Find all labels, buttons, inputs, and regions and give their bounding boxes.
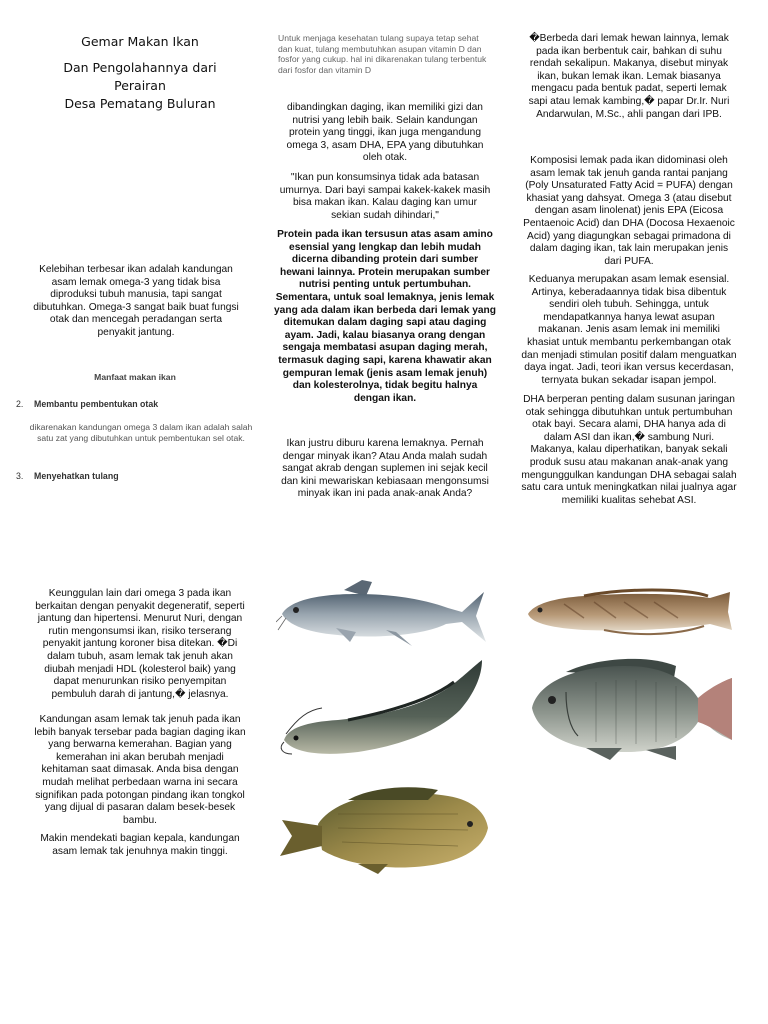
bottom-paragraph-3: Makin mendekati bagian kepala, kandungan asam lemak tak jenuhnya makin tinggi. — [40, 833, 240, 857]
snakehead-fish-icon — [524, 584, 734, 640]
gourami-fish-icon — [278, 784, 490, 876]
brochure-title — [40, 33, 240, 113]
col2-quote: "Ikan pun konsumsinya tidak ada batasan umurnya. Dari bayi sampai kakek-kakek masih bisa makan ikan. Kalau daging kan umur sekian sudah dihindari," — [279, 172, 491, 221]
item-number: 3. — [16, 471, 24, 481]
tilapia-fish-icon — [526, 652, 736, 762]
benefit-item-3 — [16, 471, 256, 481]
bone-health-note: Untuk menjaga kesehatan tulang supaya tetap sehat dan kuat, tulang membutuhkan asupan vitamin D dan fosfor yang cukup. hal ini dikarenakan tulang terbentuk dari fosfor dan vitamin D — [278, 33, 487, 75]
col2-protein-paragraph: Protein pada ikan tersusun atas asam amino esensial yang lengkap dan lebih mudah dicerna dibanding protein dari sumber hewani lainnya. Protein merupakan sumber nutrisi penting untuk pertumbuhan. Sementara, untuk soal lemaknya, jenis lemak yang ada dalam ikan berbeda dari lemak yang ditemukan dalam daging sapi atau daging ayam. Jadi, kalau biasanya orang dengan sengaja membatasi asupan daging merah, termasuk daging sapi, karena khawatir akan gempuran lemak (jenis asam lemak jenuh) dan kolesterolnya, tidak begitu halnya dengan ikan. — [274, 229, 496, 404]
title-line-1: Gemar Makan Ikan — [81, 34, 199, 49]
item-label: Membantu pembentukan otak — [34, 399, 159, 409]
col2-paragraph-1: dibandingkan daging, ikan memiliki gizi dan nutrisi yang lebih baik. Selain kandungan protein yang tinggi, ikan juga mengandung omega 3, asam DHA, EPA yang dibutuhkan oleh otak. — [286, 102, 484, 164]
intro-paragraph: Kelebihan terbesar ikan adalah kandungan asam lemak omega-3 yang tidak bisa diproduksi tubuh manusia, tapi sangat dibutuhkan. Omega-3 sangat baik buat fungsi otak dan mencegah peradangan serta penyakit jantung. — [33, 264, 239, 338]
catfish-icon — [278, 658, 488, 758]
bottom-paragraph-1: Keunggulan lain dari omega 3 pada ikan berkaitan dengan penyakit degeneratif, seperti jantung dan hipertensi. Menurut Nuri, dengan rutin mengonsumsi ikan, risiko terserang penyakit jantung koroner bisa ditekan. �Di dalam tubuh, asam lemak tak jenuh akan diubah menjadi HDL (kolesterol baik) yang dapat menurunkan risiko penyempitan pembuluh darah di jantung,� jelasnya. — [35, 588, 245, 700]
benefit-item-2-desc: dikarenakan kandungan omega 3 dalam ikan adalah salah satu zat yang dibutuhkan untuk pembentukan sel otak. — [29, 422, 253, 443]
pangasius-fish-icon — [276, 576, 490, 652]
benefit-item-2 — [16, 399, 256, 409]
title-line-3: Desa Pematang Buluran — [64, 96, 216, 111]
col3-pufa-paragraph: Komposisi lemak pada ikan didominasi oleh asam lemak tak jenuh ganda rantai panjang (Poly Unsaturated Fatty Acid = PUFA) dengan khasiat yang dahsyat. Omega 3 (atau disebut dengan asam linolenat) jenis EPA (Eicosa Pentaenoic Acid) dan DHA (Docosa Hexaenoic Acid) yang diagungkan sebagai primadona di dalam daging ikan, tak lain merupakan jenis dari PUFA. — [523, 155, 735, 267]
col3-paragraph-1: �Berbeda dari lemak hewan lainnya, lemak pada ikan berbentuk cair, bahkan di suhu rendah sekalipun. Makanya, disebut minyak ikan, bukan lemak ikan. Lemak biasanya mengacu pada bentuk padat, seperti lemak sapi atau lemak kambing,� papar Dr.Ir. Nuri Andarwulan, M.Sc., ahli pangan dari IPB. — [528, 33, 730, 120]
bottom-paragraph-2: Kandungan asam lemak tak jenuh pada ikan lebih banyak tersebar pada bagian daging ikan yang berwarna kemerahan. Bagian yang kemerahan ini akan berubah menjadi kehitaman saat dimasak. Anda bisa dengan mudah melihat perbedaan warna ini secara signifikan pada potongan pindang ikan tongkol yang dijual di pasaran dalam besek-besek bambu. — [34, 714, 246, 826]
item-label: Menyehatkan tulang — [34, 471, 119, 481]
title-line-2: Dan Pengolahannya dari Perairan — [63, 60, 217, 93]
col3-essential-paragraph: Keduanya merupakan asam lemak esensial. Artinya, keberadaannya tidak bisa dibentuk sendiri oleh tubuh. Sehingga, untuk mendapatkannya hanya lewat asupan makanan. Jenis asam lemak ini memiliki khasiat untuk membantu perkembangan otak dan menjadi stimulan positif dalam menguatkan daya ingat. Jadi, teori ikan versus kecerdasan, ternyata bukan sekadar isapan jempol. — [521, 274, 737, 386]
col3-dha-paragraph: DHA berperan penting dalam susunan jaringan otak sehingga dibutuhkan untuk pertumbuhan otak bayi. Secara alami, DHA hanya ada di dalam ASI dan ikan,� sambung Nuri. Makanya, kalau diperhatikan, banyak sekali produk susu atau makanan anak-anak yang mengunggulkan kandungan DHA sebagai salah satu cara untuk meningkatkan nilai jualnya agar memiliki kualitas sehebat ASI. — [521, 394, 737, 506]
item-number: 2. — [16, 399, 24, 409]
manfaat-heading: Manfaat makan ikan — [94, 372, 176, 382]
col2-fish-oil-paragraph: Ikan justru diburu karena lemaknya. Pernah dengar minyak ikan? Atau Anda malah sudah sangat akrab dengan suplemen ini sejak kecil dan kini mewariskan kebiasaan mengonsumsi minyak ikan ini pada anak-anak Anda? — [281, 438, 489, 500]
